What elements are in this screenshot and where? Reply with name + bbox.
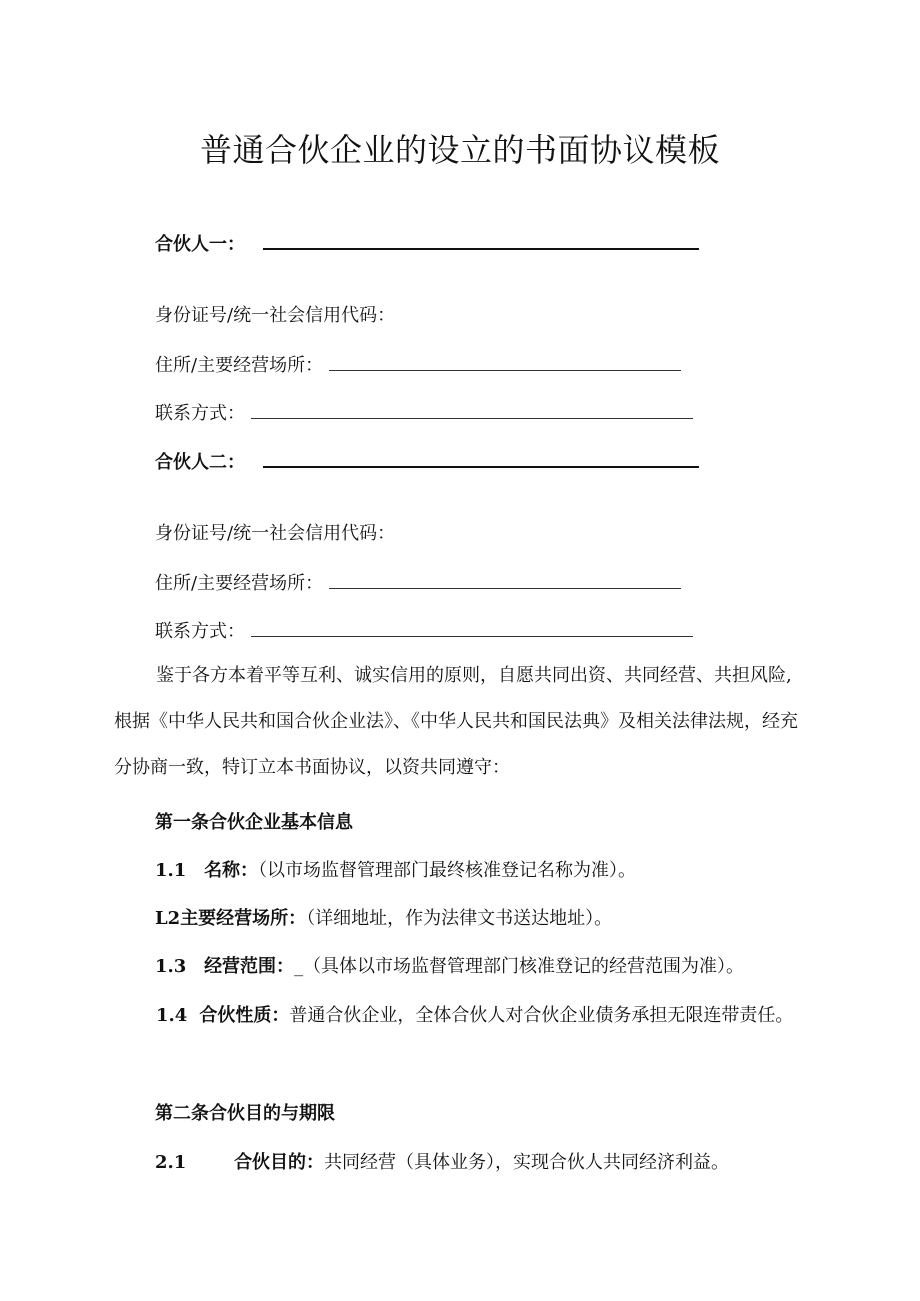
item-label: 合伙目的： <box>234 1152 325 1173</box>
partner2-id-field <box>155 520 395 548</box>
document-title: 普通合伙企业的设立的书面协议模板 <box>199 131 720 169</box>
partner2-field <box>155 446 699 477</box>
partner1-blank <box>263 228 699 250</box>
partner2-address-field <box>155 568 681 598</box>
partner1-id-label: 身份证号/统一社会信用代码： <box>155 305 396 326</box>
partner2-contact-label: 联系方式： <box>155 621 245 642</box>
partner2-label: 合伙人二： <box>155 452 245 473</box>
article2-heading: 第二条合伙目的与期限 <box>155 1103 335 1124</box>
article2-item-1 <box>155 1149 729 1177</box>
article1-item-1 <box>155 857 636 885</box>
partner2-address-blank <box>329 568 681 589</box>
article1-item-4 <box>114 993 814 1039</box>
article1-item-3 <box>155 953 744 981</box>
partner1-address-label: 住所/主要经营场所： <box>155 355 324 376</box>
partner2-id-label: 身份证号/统一社会信用代码： <box>155 523 396 544</box>
item-label: 主要经营场所： <box>180 908 307 929</box>
partner1-field <box>155 228 699 259</box>
partner2-address-label: 住所/主要经营场所： <box>155 573 324 594</box>
partner1-address-field <box>155 350 681 380</box>
partner1-address-blank <box>329 350 681 371</box>
item-label: 合伙性质： <box>199 1005 290 1026</box>
item-number: 1.4 <box>156 1005 188 1026</box>
partner1-contact-label: 联系方式： <box>155 403 245 424</box>
item-text: _（具体以市场监督管理部门核准登记的经营范围为准）。 <box>294 956 745 977</box>
partner1-id-field <box>155 302 395 330</box>
partner1-label: 合伙人一： <box>155 234 245 255</box>
item-number: L2 <box>155 908 181 929</box>
item-number: 1.3 <box>155 956 187 977</box>
item-text: （详细地址，作为法律文书送达地址）。 <box>306 908 613 929</box>
partner1-contact-blank <box>251 398 693 419</box>
item-text: 普通合伙企业，全体合伙人对合伙企业债务承担无限连带责任。 <box>289 1005 794 1026</box>
partner2-contact-field <box>155 616 693 646</box>
article1-heading: 第一条合伙企业基本信息 <box>155 812 353 833</box>
article1-item-2 <box>155 905 612 933</box>
item-label: 名称： <box>204 860 259 881</box>
partner2-contact-blank <box>251 616 693 637</box>
item-text: （以市场监督管理部门最终核准登记名称为准）。 <box>258 860 637 881</box>
item-text: 共同经营（具体业务），实现合伙人共同经济利益。 <box>324 1152 730 1173</box>
preamble-paragraph: 鉴于各方本着平等互利、诚实信用的原则，自愿共同出资、共同经营、共担风险, 根据《中华人民共和国合伙企业法》、《中华人民共和国民法典》及相关法律法规，经充分协商一致，特订立本书面协议，以资共同遵守： <box>114 665 798 778</box>
partner1-contact-field <box>155 398 693 428</box>
item-number: 2.1 <box>155 1152 187 1173</box>
partner2-blank <box>263 446 699 468</box>
item-label: 经营范围： <box>204 956 295 977</box>
item-number: 1.1 <box>155 860 187 881</box>
